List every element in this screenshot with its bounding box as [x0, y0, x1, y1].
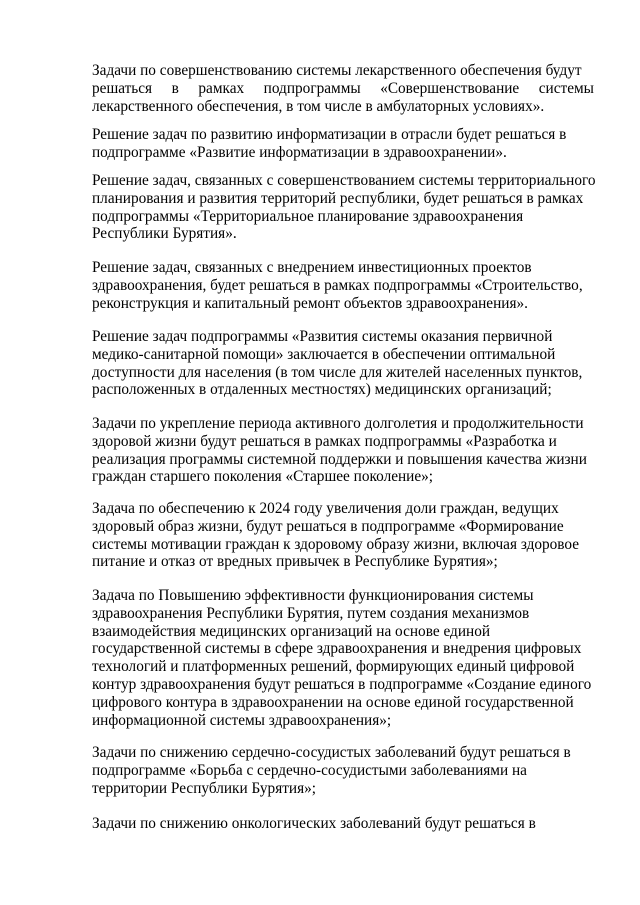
word: системы — [538, 79, 594, 97]
paragraph-line: подпрограммы «Территориальное планирование здравоохранения — [92, 207, 524, 225]
paragraph-line: доступности для населения (в том числе для жителей населенных пунктов, — [92, 363, 583, 381]
paragraph-line: питание и отказ от вредных привычек в Республике Бурятия»; — [92, 553, 498, 571]
paragraph-line: Задача по Повышению эффективности функционирования системы — [92, 587, 534, 604]
paragraph-line: реализация программы системной поддержки и повышения качества жизни — [92, 450, 587, 468]
paragraph-line: здоровой жизни будут решаться в рамках подпрограммы «Разработка и — [92, 432, 557, 450]
paragraph-line: Республики Бурятия». — [92, 225, 237, 243]
paragraph-line: здоровый образ жизни, будут решаться в подпрограмме «Формирование — [92, 517, 564, 535]
word: решаться — [92, 79, 153, 97]
paragraph-oncology — [92, 815, 594, 833]
paragraph-line: Задачи по снижению онкологических заболеваний будут решаться в — [92, 815, 536, 832]
paragraph-older-generation — [92, 415, 594, 486]
paragraph-medicines — [92, 62, 594, 115]
paragraph-line: государственной системы в сфере здравоохранения и внедрения цифровых — [92, 640, 582, 658]
paragraph-line: граждан старшего поколения «Старшее поколение»; — [92, 468, 434, 486]
paragraph-healthy-lifestyle — [92, 500, 594, 571]
paragraph-line: территории Республики Бурятия»; — [92, 779, 317, 797]
paragraph-informatization — [92, 126, 594, 162]
paragraph-territorial-planning — [92, 172, 594, 243]
word: «Совершенствование — [380, 79, 520, 97]
paragraph-line: медико-санитарной помощи» заключается в обеспечении оптимальной — [92, 345, 556, 363]
paragraph-line: технологий и платформенных решений, формирующих единый цифровой — [92, 658, 575, 676]
word: рамках — [198, 79, 245, 97]
paragraph-line: системы мотивации граждан к здоровому образу жизни, включая здоровое — [92, 535, 580, 553]
word: в — [171, 79, 179, 97]
paragraph-line: здравоохранения, будет решаться в рамках подпрограммы «Строительство, — [92, 276, 583, 294]
paragraph-line: Решение задач подпрограммы «Развития системы оказания первичной — [92, 328, 553, 345]
paragraph-construction — [92, 259, 594, 312]
paragraph-line: лекарственного обеспечения, в том числе в амбулаторных условиях». — [92, 97, 545, 115]
paragraph-line: подпрограмме «Развитие информатизации в здравоохранении». — [92, 143, 507, 161]
paragraph-primary-care — [92, 328, 594, 399]
paragraph-line: Решение задач, связанных с внедрением инвестиционных проектов — [92, 259, 532, 276]
paragraph-line: расположенных в отдаленных местностях) медицинских организаций; — [92, 381, 552, 399]
paragraph-line: контур здравоохранения будут решаться в подпрограмме «Создание единого — [92, 675, 592, 693]
paragraph-line: цифрового контура в здравоохранении на основе единой государственной — [92, 693, 574, 711]
paragraph-line: взаимодействия медицинских организаций на основе единой — [92, 622, 491, 640]
paragraph-line: Задачи по снижению сердечно-сосудистых заболеваний будут решаться в — [92, 744, 571, 761]
paragraph-line: Задачи по совершенствованию системы лекарственного обеспечения будут — [92, 62, 582, 79]
paragraph-line: планирования и развития территорий республики, будет решаться в рамках — [92, 189, 584, 207]
paragraph-digital-contour — [92, 587, 594, 729]
paragraph-line: Задачи по укрепление периода активного долголетия и продолжительности — [92, 415, 584, 432]
paragraph-line: Задача по обеспечению к 2024 году увеличения доли граждан, ведущих — [92, 500, 559, 517]
paragraph-line: Решение задач по развитию информатизации в отрасли будет решаться в — [92, 126, 567, 143]
paragraph-line-justified — [92, 80, 594, 98]
paragraph-line: информационной системы здравоохранения»; — [92, 711, 392, 729]
paragraph-line: Решение задач, связанных с совершенствованием системы территориального — [92, 172, 596, 189]
word: подпрограммы — [263, 79, 361, 97]
paragraph-line: здравоохранения Республики Бурятия, путем создания механизмов — [92, 604, 530, 622]
paragraph-line: подпрограмме «Борьба с сердечно-сосудистыми заболеваниями на — [92, 761, 527, 779]
paragraph-line: реконструкция и капитальный ремонт объектов здравоохранения». — [92, 294, 528, 312]
paragraph-cardiovascular — [92, 744, 594, 797]
